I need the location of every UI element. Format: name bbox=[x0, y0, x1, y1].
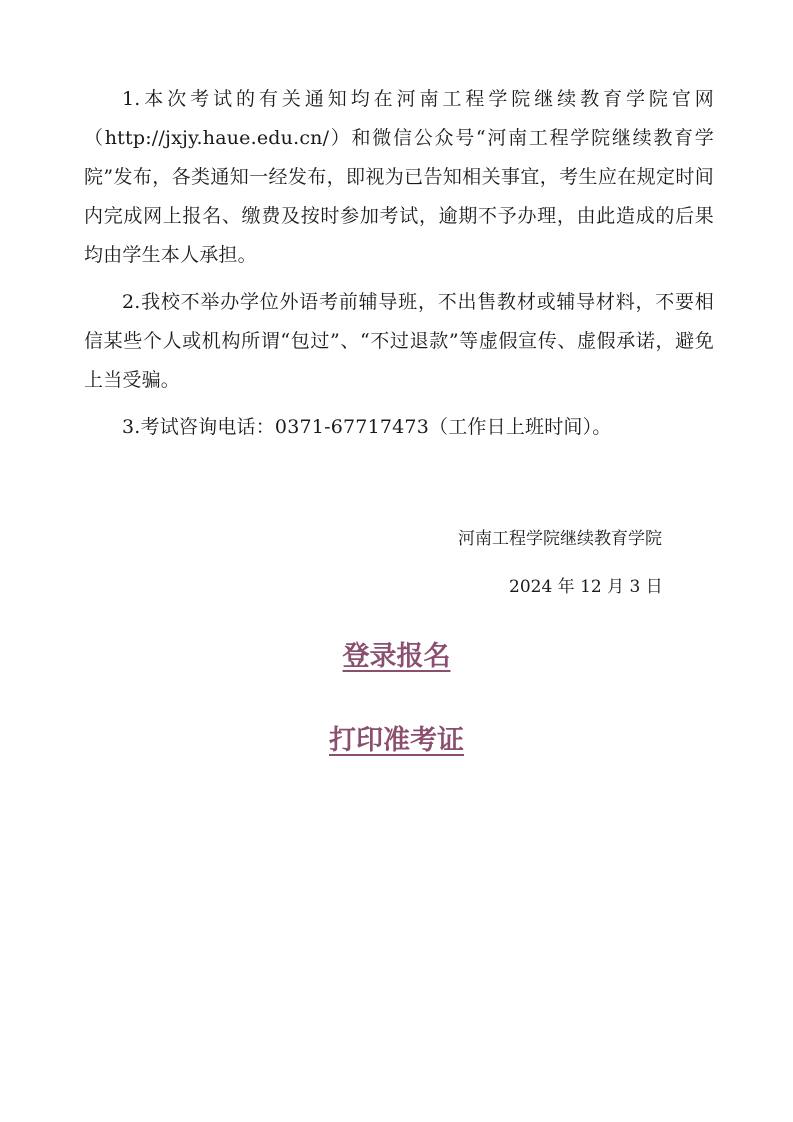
notice-item-2: 2.我校不举办学位外语考前辅导班，不出售教材或辅导材料，不要相信某些个人或机构所谓“包过”、“不过退款”等虚假宣传、虚假承诺，避免上当受骗。 bbox=[84, 291, 714, 391]
notice-item-3: 3.考试咨询电话：0371-67717473（工作日上班时间）。 bbox=[122, 416, 612, 438]
notice-body bbox=[84, 80, 714, 455]
register-login-link[interactable]: 登录报名 bbox=[342, 641, 451, 672]
notice-item-1: 1.本次考试的有关通知均在河南工程学院继续教育学院官网（http://jxjy.haue.edu.cn/）和微信公众号“河南工程学院继续教育学院”发布，各类通知一经发布，即视为已告知相关事宜，考生应在规定时间内完成网上报名、缴费及按时参加考试，逾期不予办理，由此造成的后果均由学生本人承担。 bbox=[84, 88, 714, 266]
register-login-link-row bbox=[0, 634, 793, 673]
print-admission-ticket-link-row bbox=[0, 718, 793, 757]
signature-organization: 河南工程学院继续教育学院 bbox=[458, 529, 662, 549]
print-admission-ticket-link[interactable]: 打印准考证 bbox=[329, 725, 464, 756]
signature-date: 2024 年 12 月 3 日 bbox=[509, 577, 663, 597]
